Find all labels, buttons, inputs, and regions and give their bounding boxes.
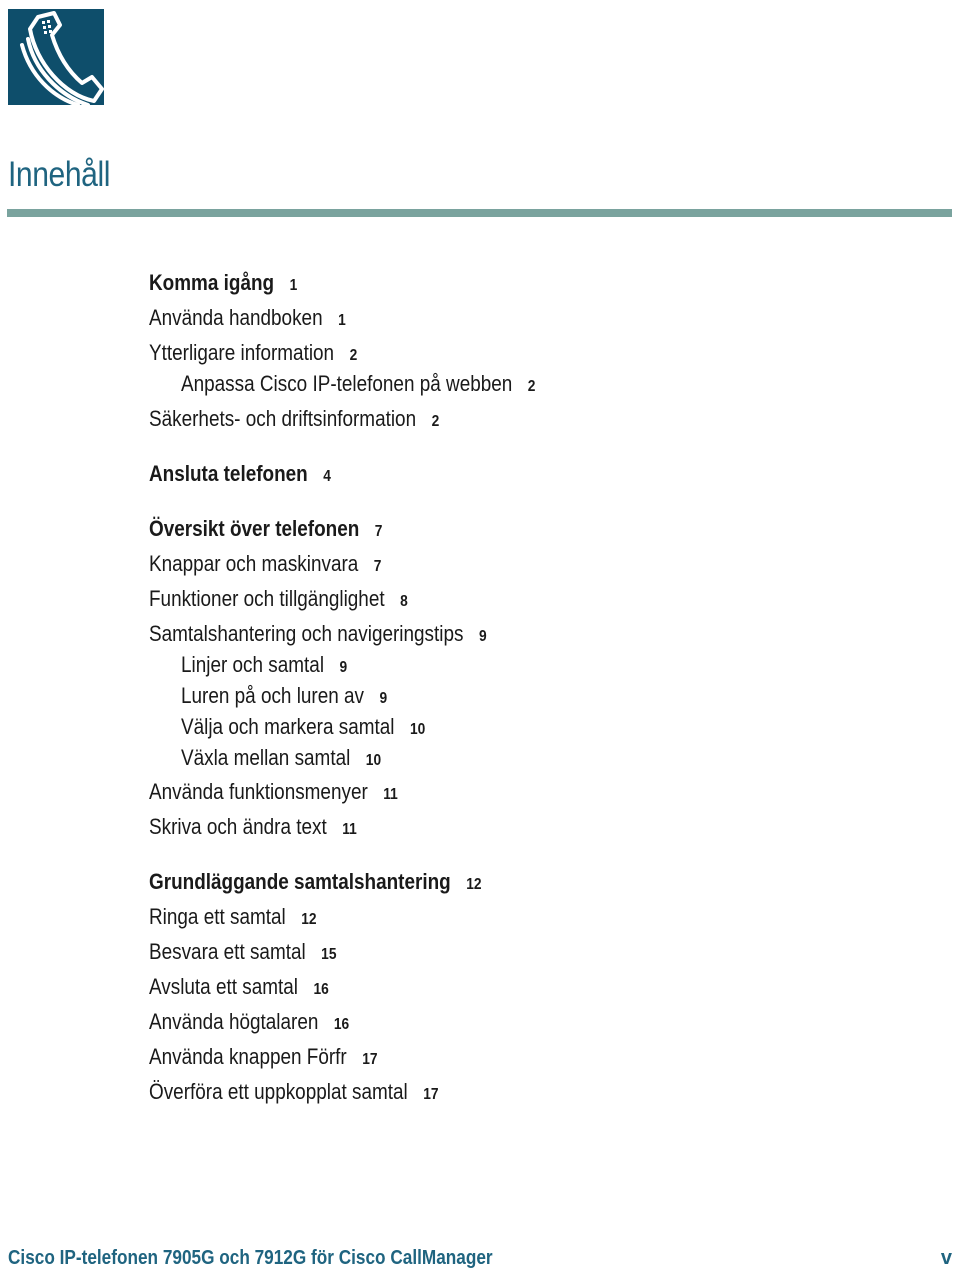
toc-entry-title: Växla mellan samtal — [181, 745, 351, 770]
toc-entry[interactable] — [149, 939, 336, 968]
toc-entry-page: 10 — [409, 721, 426, 738]
toc-entry[interactable] — [149, 814, 357, 843]
toc-entry[interactable] — [149, 621, 487, 650]
toc-entry-title: Avsluta ett samtal — [149, 974, 298, 999]
toc-entry-page: 4 — [323, 468, 331, 485]
toc-entry[interactable] — [149, 551, 381, 580]
toc-entry-page: 7 — [373, 558, 382, 575]
toc-entry-title: Besvara ett samtal — [149, 939, 306, 964]
toc-entry[interactable] — [149, 1044, 378, 1073]
toc-entry-page: 16 — [313, 981, 329, 998]
toc-entry[interactable] — [149, 1009, 349, 1038]
toc-entry-page: 12 — [466, 876, 482, 893]
toc-entry-title: Luren på och luren av — [181, 683, 365, 708]
toc-entry[interactable] — [181, 371, 535, 400]
toc-entry-title: Använda handboken — [149, 305, 323, 330]
toc-entry-title: Grundläggande samtalshantering — [149, 869, 451, 894]
toc-entry-title: Funktioner och tillgänglighet — [149, 586, 385, 611]
toc-entry-page: 9 — [339, 659, 348, 676]
toc-entry-page: 1 — [289, 277, 298, 294]
toc-entry-title: Välja och markera samtal — [181, 714, 395, 739]
toc-entry-page: 2 — [431, 413, 440, 430]
toc-entry[interactable] — [149, 270, 297, 299]
toc-entry-title: Använda knappen Förfr — [149, 1044, 347, 1069]
toc-entry-page: 17 — [423, 1086, 439, 1103]
toc-entry-page: 10 — [365, 752, 382, 769]
toc-entry-page: 15 — [321, 946, 337, 963]
toc-entry-page: 17 — [362, 1051, 378, 1068]
toc-entry[interactable] — [149, 779, 398, 808]
toc-entry-title: Ansluta telefonen — [149, 461, 308, 486]
toc-entry-title: Ytterligare information — [149, 340, 335, 365]
footer-book-title: Cisco IP-telefonen 7905G och 7912G för Cisco CallManager — [8, 1247, 493, 1269]
title-divider — [7, 209, 952, 217]
footer-page-number: v — [940, 1247, 952, 1269]
toc-entry-title: Anpassa Cisco IP-telefonen på webben — [181, 371, 513, 396]
toc-entry-page: 9 — [478, 628, 487, 645]
toc-entry[interactable] — [149, 305, 346, 334]
toc-entry-title: Säkerhets- och driftsinformation — [149, 406, 417, 431]
toc-entry-title: Översikt över telefonen — [149, 516, 360, 541]
toc-entry-title: Ringa ett samtal — [149, 904, 286, 929]
toc-entry-title: Använda högtalaren — [149, 1009, 319, 1034]
toc-entry[interactable] — [149, 904, 316, 933]
toc-entry[interactable] — [149, 586, 408, 615]
toc-entry-page: 11 — [342, 821, 357, 838]
toc-entry-page: 2 — [527, 378, 536, 395]
toc-entry[interactable] — [149, 406, 439, 435]
page-title: Innehåll — [8, 155, 111, 194]
toc-entry-page: 16 — [333, 1016, 350, 1033]
toc-entry[interactable] — [149, 340, 357, 369]
phone-handset-icon — [8, 9, 104, 105]
toc-entry-title: Använda funktionsmenyer — [149, 779, 368, 804]
toc-entry-title: Komma igång — [149, 270, 275, 295]
toc-entry-page: 9 — [379, 690, 388, 707]
toc-entry[interactable] — [149, 974, 329, 1003]
toc-entry[interactable] — [149, 461, 331, 490]
toc-entry-title: Överföra ett uppkopplat samtal — [149, 1079, 408, 1104]
toc-entry[interactable] — [181, 683, 387, 712]
toc-entry-title: Knappar och maskinvara — [149, 551, 359, 576]
cisco-phone-logo — [8, 9, 104, 105]
toc-entry-title: Linjer och samtal — [181, 652, 325, 677]
toc-entry-title: Skriva och ändra text — [149, 814, 327, 839]
toc-entry-page: 7 — [374, 523, 383, 540]
toc-entry[interactable] — [181, 714, 425, 743]
toc-entry-page: 8 — [400, 593, 408, 610]
toc-entry[interactable] — [149, 516, 382, 545]
toc-entry-page: 12 — [301, 911, 317, 928]
toc-entry-page: 1 — [338, 312, 346, 329]
toc-entry[interactable] — [149, 869, 482, 898]
toc-entry-page: 2 — [349, 347, 358, 364]
toc-entry[interactable] — [181, 745, 381, 774]
toc-entry-title: Samtalshantering och navigeringstips — [149, 621, 464, 646]
toc-entry[interactable] — [181, 652, 347, 681]
toc-entry-page: 11 — [383, 786, 398, 803]
toc-entry[interactable] — [149, 1079, 438, 1108]
